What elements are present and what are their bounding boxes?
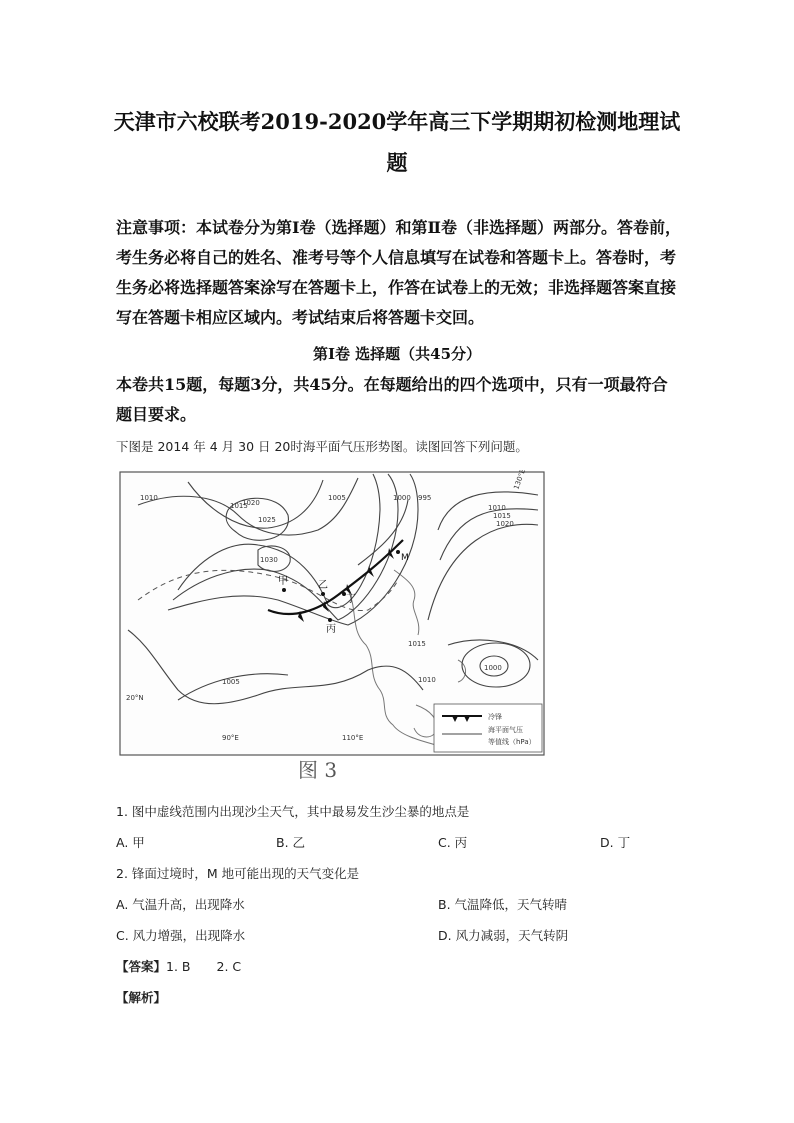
svg-text:1000: 1000 — [393, 494, 411, 502]
lat-label: 20°N — [126, 694, 144, 702]
place-label-yi: 乙 — [318, 580, 328, 591]
lon-label: 130°E — [512, 470, 528, 491]
svg-text:1020: 1020 — [496, 520, 514, 528]
question-2-stem: 2. 锋面过境时，M 地可能出现的天气变化是 — [116, 866, 360, 881]
notice-line: 生务必将选择题答案涂写在答题卡上，作答在试卷上的无效；非选择题答案直接 — [116, 278, 677, 297]
notice-block — [116, 213, 682, 333]
question-1-option-d[interactable]: D. 丁 — [600, 835, 631, 850]
question-2-option-b[interactable]: B. 气温降低，天气转晴 — [438, 897, 568, 912]
weather-map — [118, 470, 548, 785]
intro-block — [116, 370, 682, 430]
lon-label: 110°E — [342, 734, 364, 742]
notice-line: 考生务必将自己的姓名、准考号等个人信息填写在试卷和答题卡上。答卷时，考 — [116, 248, 677, 267]
question-1-option-c[interactable]: C. 丙 — [438, 835, 468, 850]
svg-text:1010: 1010 — [418, 676, 436, 684]
svg-text:1015: 1015 — [230, 502, 248, 510]
svg-text:1025: 1025 — [258, 516, 276, 524]
question-2-option-a[interactable]: A. 气温升高，出现降水 — [116, 897, 245, 912]
section-title: 第Ⅰ卷 选择题（共45分） — [312, 345, 482, 363]
question-1-stem: 1. 图中虚线范围内出现沙尘天气，其中最易发生沙尘暴的地点是 — [116, 804, 470, 819]
svg-text:1010: 1010 — [488, 504, 506, 512]
map-legend — [434, 704, 542, 752]
figure-caption: 图 3 — [298, 758, 338, 782]
question-1-option-a[interactable]: A. 甲 — [116, 835, 145, 850]
svg-text:1020: 1020 — [242, 499, 260, 507]
svg-text:1005: 1005 — [222, 678, 240, 686]
document-title-line-1: 天津市六校联考2019-2020学年高三下学期期初检测地理试 — [113, 109, 681, 134]
svg-text:1010: 1010 — [140, 494, 158, 502]
place-dot — [282, 588, 286, 592]
svg-text:1030: 1030 — [260, 556, 278, 564]
weather-map-figure — [118, 470, 548, 785]
legend-isobar-unit: 等值线（hPa） — [488, 738, 536, 746]
place-label-jia: 甲 — [278, 576, 288, 587]
notice-line: 写在答题卡相应区域内。考试结束后将答题卡交回。 — [116, 308, 485, 327]
svg-text:1005: 1005 — [328, 494, 346, 502]
place-label-bing: 丙 — [326, 624, 336, 635]
place-label-ding: 丁 — [346, 594, 356, 605]
lon-label: 90°E — [222, 734, 239, 742]
notice-line: 注意事项：本试卷分为第Ⅰ卷（选择题）和第Ⅱ卷（非选择题）两部分。答卷前， — [116, 218, 681, 237]
question-2-option-c[interactable]: C. 风力增强，出现降水 — [116, 928, 246, 943]
legend-isobar-label: 海平面气压 — [488, 726, 523, 734]
place-dot — [321, 592, 325, 596]
svg-text:995: 995 — [418, 494, 432, 502]
legend-front-label: 冷锋 — [488, 713, 502, 721]
place-dot — [328, 618, 332, 622]
analysis-label: 【解析】 — [116, 990, 167, 1005]
answer-label: 【答案】 — [116, 959, 167, 974]
question-1-option-b[interactable]: B. 乙 — [276, 835, 306, 850]
place-label-m: M — [401, 553, 409, 563]
intro-line: 题目要求。 — [116, 405, 197, 424]
svg-text:1015: 1015 — [408, 640, 426, 648]
question-2-option-d[interactable]: D. 风力减弱，天气转阴 — [438, 928, 569, 943]
intro-line: 本卷共15题，每题3分，共45分。在每题给出的四个选项中，只有一项最符合 — [116, 375, 668, 394]
svg-text:1015: 1015 — [493, 512, 511, 520]
document-title-line-2: 题 — [386, 150, 408, 175]
answer-1: 1. B — [166, 959, 191, 974]
svg-text:1000: 1000 — [484, 664, 502, 672]
answer-row — [116, 957, 241, 975]
figure-lead-text: 下图是 2014 年 4 月 30 日 20时海平面气压形势图。读图回答下列问题。 — [116, 439, 528, 454]
answer-2: 2. C — [216, 959, 242, 974]
place-dot — [396, 550, 400, 554]
